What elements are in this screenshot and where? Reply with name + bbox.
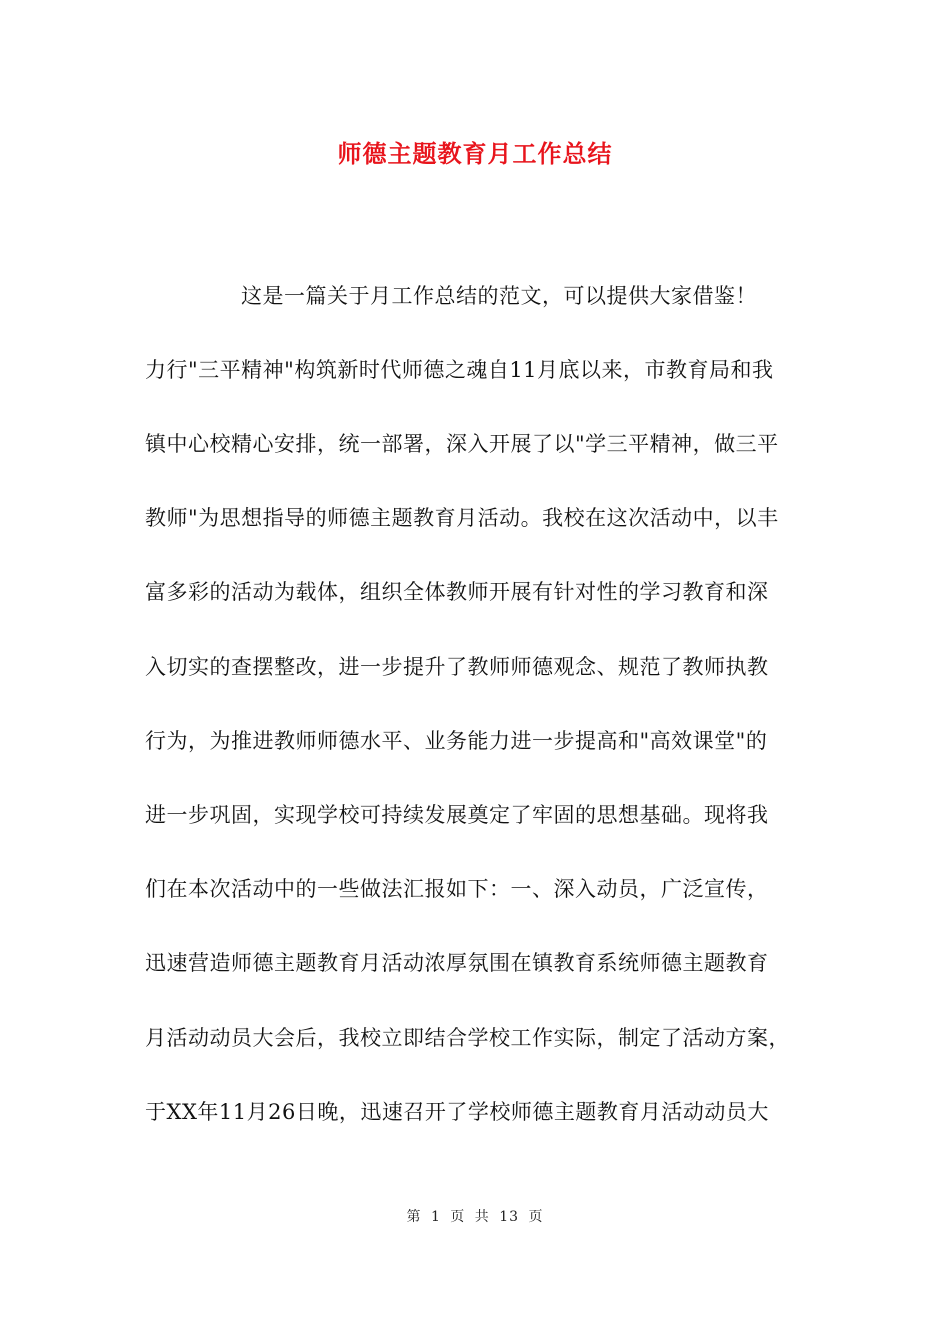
body-line-6: 行为，为推进教师师德水平、业务能力进一步提高和"高效课堂"的: [145, 729, 768, 753]
body-line-10: 月活动动员大会后，我校立即结合学校工作实际，制定了活动方案，: [145, 1026, 790, 1050]
body-line-3: 教师"为思想指导的师德主题教育月活动。我校在这次活动中，以丰: [145, 506, 779, 530]
intro-line: 这是一篇关于月工作总结的范文，可以提供大家借鉴！: [241, 284, 757, 308]
body-line-7: 进一步巩固，实现学校可持续发展奠定了牢固的思想基础。现将我: [145, 803, 769, 827]
body-line-5: 入切实的查摆整改，进一步提升了教师师德观念、规范了教师执教: [145, 655, 769, 679]
body-line-11: 于XX年11月26日晚，迅速召开了学校师德主题教育月活动动员大: [145, 1100, 769, 1124]
body-line-8: 们在本次活动中的一些做法汇报如下：一、深入动员，广泛宣传，: [145, 877, 769, 901]
page-number-footer: 第 1 页 共 13 页: [406, 1209, 544, 1225]
body-line-2: 镇中心校精心安排，统一部署，深入开展了以"学三平精神，做三平: [145, 432, 779, 456]
body-line-4: 富多彩的活动为载体，组织全体教师开展有针对性的学习教育和深: [145, 580, 769, 604]
document-title: 师德主题教育月工作总结: [337, 139, 613, 168]
body-line-1: 力行"三平精神"构筑新时代师德之魂自11月底以来，市教育局和我: [145, 358, 774, 382]
body-line-9: 迅速营造师德主题教育月活动浓厚氛围在镇教育系统师德主题教育: [145, 951, 769, 975]
